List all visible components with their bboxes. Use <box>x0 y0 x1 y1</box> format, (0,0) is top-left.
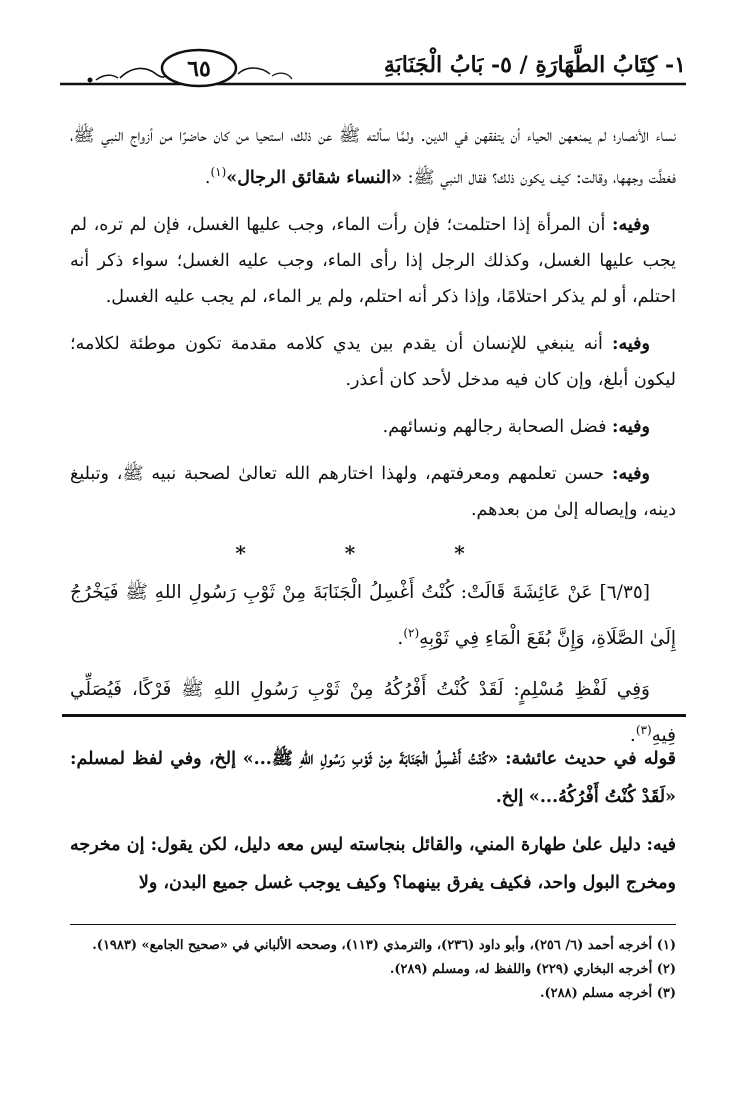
footnote-marker: (٣) <box>635 722 652 737</box>
paragraph-lead: وفيه: <box>612 416 650 437</box>
paragraph-lead: وفيه: <box>612 463 650 484</box>
main-text <box>70 118 676 767</box>
footnote-marker: (١) <box>210 165 227 179</box>
commentary <box>70 740 676 912</box>
footnote: (٢) أخرجه البخاري (٢٢٩) واللفظ له، ومسلم (٢٨٩). <box>389 962 676 977</box>
commentary-quote: «كُنْتُ أَغْسِلُ الْجَنَابَةَ مِنْ ثَوْبِ رَسُولِ اللهِ ﷺ...» <box>242 749 499 769</box>
commentary-text: إلخ، وفي لفظ لمسلم: <box>70 749 236 769</box>
hadith-text: [٦/٣٥] عَنْ عَائِشَةَ قَالَتْ: كُنْتُ أَغْسِلُ الْجَنَابَةَ مِنْ ثَوْبِ رَسُولِ اللهِ ﷺ فَيَخْرُجُ إِلَىٰ الصَّلَاةِ، وَإِنَّ بُقَعَ الْمَاءِ فِي ثَوْبِهِ$^{(٢)}$. <box>70 581 676 649</box>
muslim-wording: وَفِي لَفْظِ مُسْلِمٍ: لَقَدْ كُنْتُ أَفْرُكُهُ مِنْ ثَوْبِ رَسُولِ اللهِ ﷺ فَرْكًا، فَيُصَلِّي فِيهِ <box>70 678 676 747</box>
footnote-marker: (٢) <box>403 625 420 640</box>
commentary-lead: قوله في حديث عائشة: <box>505 749 676 769</box>
paragraph <box>70 409 676 445</box>
hadith-number: [٦/٣٥] <box>599 581 650 603</box>
footnotes <box>70 934 676 1006</box>
paragraph-text: أن المرأة إذا احتلمت؛ فإن رأت الماء، وجب عليها الغسل، فإن لم تره، لم يجب عليها الغسل، وكذلك الرجل إذا رأى الماء، وجب عليه الغسل؛ سواء ذكر أنه احتلم، أو لم يذكر احتلامًا، وإذا ذكر أنه احتلم، ولم ير الماء، لم يجب عليه الغسل. <box>70 214 676 307</box>
paragraph-text: نساء الأنصار؛ لم يمنعهن الحياء أن يتفقهن في الدين. ولمَّا سألته ﷺ عن ذلك، استحيا من كان حاضرًا من أزواج النبي ﷺ، فغطَّت وجهها، وقالت: كيف يكون ذلك؟ فقال النبي ﷺ: <box>70 126 676 188</box>
section-separator: * * * <box>235 540 511 565</box>
footnote: (٣) أخرجه مسلم (٢٨٨). <box>539 986 676 1001</box>
paragraph-text: فضل الصحابة رجالهم ونسائهم. <box>382 416 607 437</box>
paragraph: نساء الأنصار؛ لم يمنعهن الحياء أن يتفقهن في الدين. ولمَّا سألته ﷺ عن ذلك، استحيا من كان حاضرًا من أزواج النبي ﷺ، فغطَّت وجهها، وقالت: كيف يكون ذلك؟ فقال النبي ﷺ: «النساء شقائق الرجال»$^{(١)}$. <box>70 126 676 188</box>
footnote-divider <box>70 924 676 925</box>
page-header <box>60 44 686 92</box>
footnote: (١) أخرجه أحمد (٦/ ٢٥٦)، وأبو داود (٢٣٦)، والترمذي (١١٣)، وصححه الألباني في «صحيح الجامع» (١٩٨٣). <box>92 938 676 953</box>
paragraph-lead: وفيه: <box>612 214 650 235</box>
prophet-quote: «النساء شقائق الرجال» <box>226 167 403 188</box>
page-number: ٦٥ <box>187 56 211 82</box>
commentary-text: إلخ. <box>495 787 524 807</box>
paragraph <box>70 207 676 315</box>
commentary-quote: «لَقَدْ كُنْتُ أَفْرُكُهُ...» <box>528 787 676 807</box>
commentary-lead: فيه: <box>646 835 676 855</box>
paragraph <box>70 326 676 398</box>
hadith-variant: وَفِي لَفْظِ مُسْلِمٍ: لَقَدْ كُنْتُ أَفْرُكُهُ مِنْ ثَوْبِ رَسُولِ اللهِ ﷺ فَرْكًا، فَيُصَلِّي فِيهِ$^{(٣)}$. <box>70 678 676 747</box>
commentary-paragraph <box>70 826 676 902</box>
running-title: ١- كِتَابُ الطَّهَارَةِ / ٥- بَابُ الْجَنَابَةِ <box>383 52 686 78</box>
paragraph-text: حسن تعلمهم ومعرفتهم، ولهذا اختارهم الله تعالىٰ لصحبة نبيه ﷺ، وتبليغ دينه، وإيصاله إلىٰ من بعدهم. <box>70 463 676 520</box>
paragraph-text: أنه ينبغي للإنسان أن يقدم بين يدي كلامه مقدمة تكون موطئة لكلامه؛ ليكون أبلغ، وإن كان فيه مدخل لأحد كان أعذر. <box>70 333 676 390</box>
commentary-text: دليل علىٰ طهارة المني، والقائل بنجاسته ليس معه دليل، لكن يقول: إن مخرجه ومخرج البول واحد، فكيف يفرق بينهما؟ وكيف يوجب غسل جميع البدن، ولا <box>70 835 676 893</box>
hadith-body: عَنْ عَائِشَةَ قَالَتْ: كُنْتُ أَغْسِلُ الْجَنَابَةَ مِنْ ثَوْبِ رَسُولِ اللهِ ﷺ فَيَخْرُجُ إِلَىٰ الصَّلَاةِ، وَإِنَّ بُقَعَ الْمَاءِ فِي ثَوْبِهِ <box>70 581 676 649</box>
commentary-divider <box>62 714 686 717</box>
paragraph <box>70 456 676 528</box>
paragraph-lead: وفيه: <box>612 333 650 354</box>
commentary-paragraph <box>70 740 676 816</box>
